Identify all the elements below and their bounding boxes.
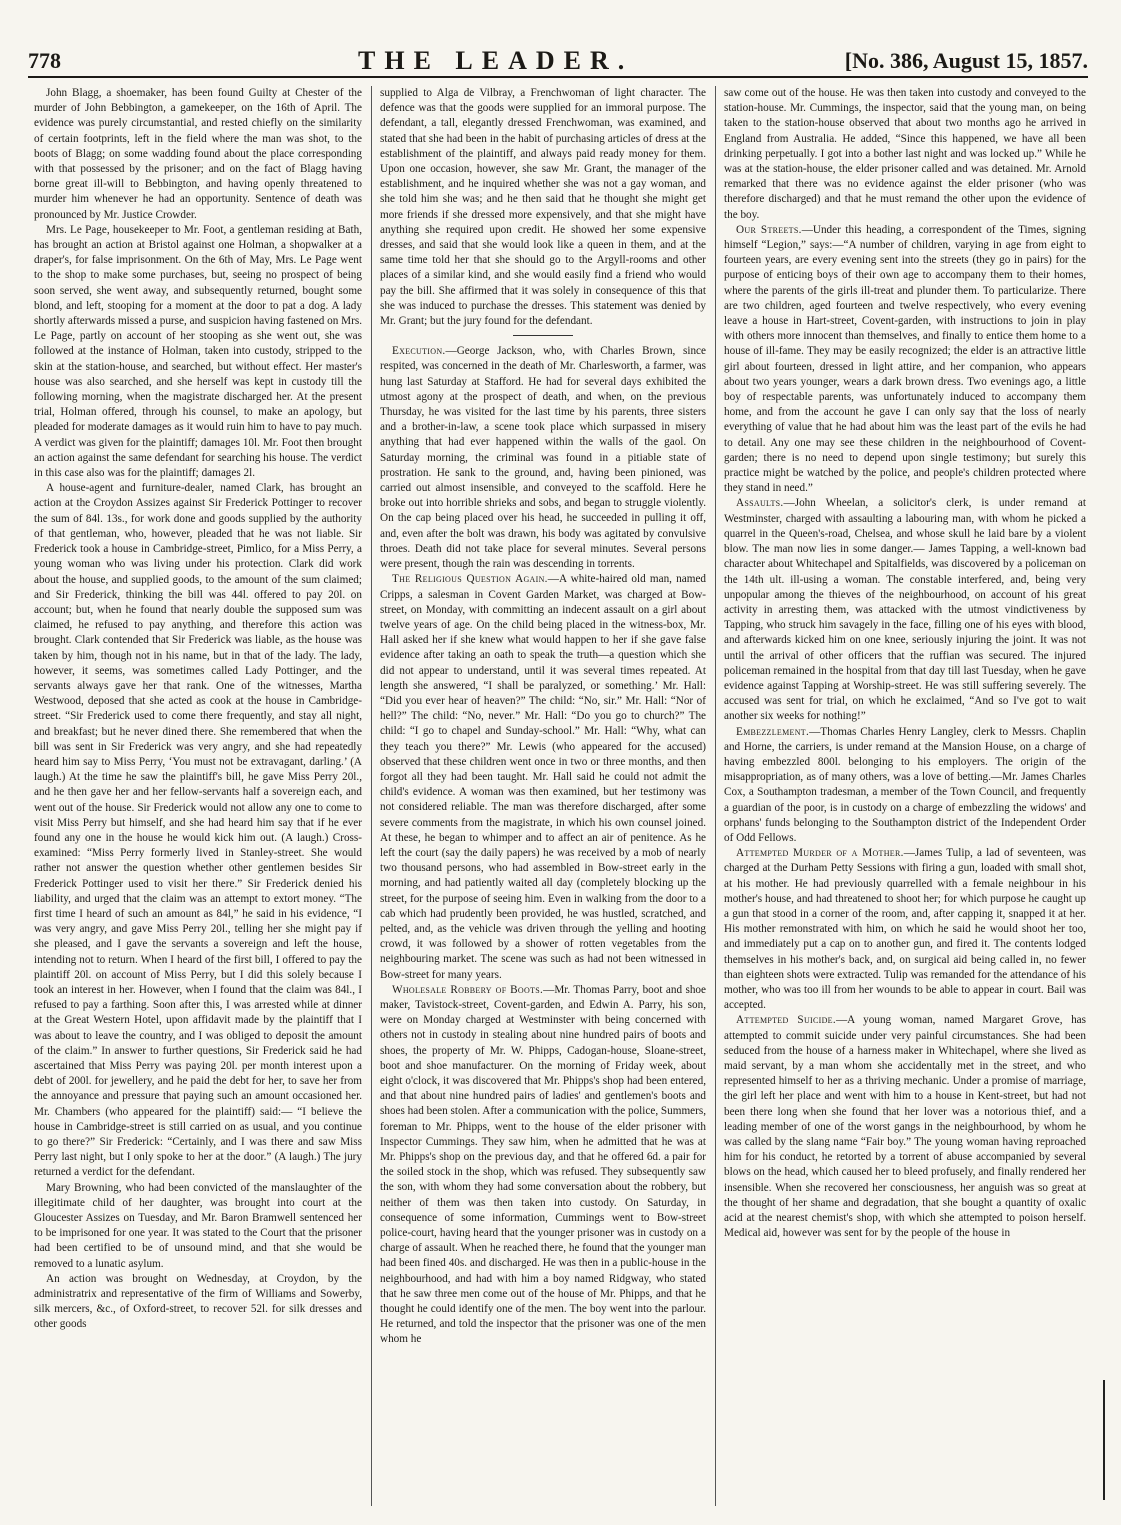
article-paragraph: saw come out of the house. He was then taken into custody and conveyed to the station-house. Mr. Cummings, the inspector, said that the young man, on being taken to the station-house observed that about two months ago he arrived in England from Australia. He added, “Since this happened, we have all been drinking perpetually. I got into a bother last night and was locked up.” While he was at the station-house, the elder prisoner called and was detained. Mr. Arnold remarked that there was no evidence against the elder prisoner (who was therefore discharged) and that he must remand the other upon the evidence of the boy. — [724, 87, 1086, 221]
article-heading: Assaults. — [736, 497, 784, 510]
article-item — [724, 1013, 1086, 1241]
article-body: —Under this heading, a correspondent of the Times, signing himself “Legion,” says:—“A number of children, varying in age from eight to fourteen years, are every evening sent into the streets (they go in pairs) for the purpose of enticing boys of their own age to accompany them to their homes, where the parents of the girls ill-treat and plunder them. To particularize. There are two children, aged fourteen and twelve respectively, who every evening leave a house in Hart-street, Covent-garden, with instructions to join in play with others more innocent than themselves, and finally to entice them home to a house of ill-fame. They may be easily recognized; the elder is an attractive little girl about fourteen, dressed in light attire, and her companion, who appears about two years younger, wears a dark brown dress. Two evenings ago, a little boy of respectable parents, was unfortunately induced to accompany them home, and from the account he gave I can only say that the loss of nearly everything of value that he had about him was the least part of the evils he had to detail. Any one may see these children in the neighbourhood of Covent-garden; there is no need to depend upon single testimony; but surely this practice might be watched by the police, and people's children protected where they stand in need.” — [724, 223, 1086, 495]
article-heading: Embezzlement. — [736, 725, 810, 738]
article-paragraph: A house-agent and furniture-dealer, named Clark, has brought an action at the Croydon Assizes against Sir Frederick Pottinger to recover the sum of 84l. 13s., for work done and goods supplied by the authority of that gentleman, who, however, pleaded that he was not liable. Sir Frederick took a house in Cambridge-street, Pimlico, for a Miss Perry, a young woman who was living under his protection. Clark did work about the house, and supplied goods, to the amount of the sum claimed; and Sir Frederick, thinking the bill was 44l. offered to pay 20l. on account; but, when he found that nearly double the supposed sum was claimed, he refused to pay anything, and therefore this action was brought. Clark contended that Sir Frederick was liable, as the house was taken by him, though not in his name, but in that of the lady. The lady, however, it seems, was sometimes called Lady Pottinger, and the servants always gave her that rank. One of the witnesses, Martha Westwood, deposed that she acted as cook at the house in Cambridge-street. “Sir Frederick used to come there frequently, and stay all night, and breakfast; but he never dined there. She remembered that when the bill was sent in Sir Frederick was very angry, and she had repeatedly heard him say to Miss Perry, ‘You must not be extravagant, darling.’ (A laugh.) At the time he saw the plaintiff's bill, he gave Miss Perry 20l., and he then gave her and her fellow-servants half a sovereign each, and went out of the house. Sir Frederick would not allow any one to come to visit Miss Perry but himself, and she had heard him say that if he ever found any one in the house he would kick him out. (A laugh.) Cross-examined: “Miss Perry formerly lived in Stanley-street. She would rather not answer the question whether other gentlemen besides Sir Frederick Pottinger used to visit her there.” Sir Frederick denied his liability, and urged that the claim was an attempt to extort money. “The first time I heard of such an amount as 84l,” he said in his evidence, “I was very angry, and gave Miss Perry 20l., telling her she might pay if she pleased, and I gave the servants a sovereign and left the house, intending not to return. When I heard of the first bill, I offered to pay the plaintiff 20l. on account of Miss Perry, but I did this solely because I took an interest in her. However, when I found that the claim was 84l., I refused to pay a farthing. Soon after this, I was arrested while at dinner at the Great Western Hotel, upon affidavit made by the plaintiff that I was about to leave the country, and I was obliged to deposit the amount of the claim.” In answer to further questions, Sir Frederick said he had ascertained that Miss Perry was paying 20l. per month interest upon a debt of 200l. for jewellery, and he paid the debt for her, to save her from the annoyance and pressure that paying such an amount occasioned her. Mr. Chambers (who appeared for the plaintiff) said:— “I believe the house in Cambridge-street is still carried on as usual, and you continue to go there?” Sir Frederick: “Certainly, and I was there and saw Miss Perry last night, but I only spoke to her at the door.” (A laugh.) The jury returned a verdict for the defendant. — [34, 482, 362, 1179]
margin-mark — [1103, 1380, 1105, 1500]
article-heading: Our Streets. — [736, 223, 802, 236]
article-body: —A young woman, named Margaret Grove, has attempted to commit suicide under very painful circumstances. She had been seduced from the house of a harness maker in Whitechapel, where she lived as maid servant, by a man whom she accidentally met in the street, and who represented himself to her as a thriving mechanic. Under a promise of marriage, the girl left her place and went with him to a house in Kent-street, but had not been there long when she found that her lover was a notorious thief, and a leading member of one of the worst gangs in the neighbourhood, by whom he was called by the slang name “Fair boy.” The young woman having reproached him for his conduct, he retorted by a torrent of abuse accompanied by several blows on the head, which caused her to bleed profusely, and finally rendered her insensible. When she recovered her consciousness, her anguish was so great at the thought of her shame and degradation, that she bought a quantity of oxalic acid at the nearest chemist's shop, with which she attempted to poison herself. Medical aid, however was sent for by the people of the house in — [724, 1014, 1086, 1240]
article-item — [724, 846, 1086, 1013]
article-item — [724, 496, 1086, 724]
article-heading: Attempted Murder of a Mother. — [736, 847, 904, 860]
column-divider — [715, 86, 716, 1506]
article-body: —James Tulip, a lad of seventeen, was charged at the Durham Petty Sessions with firing a gun, loaded with small shot, at his mother. He had previously quarrelled with a female neighbour in his mother's house, and had threatened to shoot her; for which purpose he caught up a gun that stood in a corner of the room, and, after capping it, snapped it at her. His mother remonstrated with him, on which he said he would shoot her too, and immediately put a cap on to another gun, and fired it. The contents lodged themselves in his mother's back, and, on surgical aid being called in, no fewer than eighteen shots were extracted. Tulip was remanded for the attendance of his mother, who was too ill from her wounds to be able to appear in court. Bail was accepted. — [724, 847, 1086, 1012]
article-body: —George Jackson, who, with Charles Brown, since respited, was concerned in the death of Mr. Charlesworth, a farmer, was hung last Saturday at Stafford. He had for several days exhibited the utmost agony at the prospect of death, and when, on the previous Thursday, he was visited for the last time by his parents, three sisters and a brother-in-law, a scene took place which surpassed in misery anything that had ever happened within the walls of the gaol. On Saturday morning, the criminal was found in a pitiable state of prostration. He sank to the ground, and, having been pinioned, was carried out almost insensible, and conveyed to the scaffold. Here he broke out into horrible shrieks and sobs, and began to struggle violently. On the cap being placed over his head, he succeeded in pulling it off, and, even after the bolt was drawn, his body was agitated by convulsive throes. Death did not take place for several minutes. Several persons were present, though the rain was descending in torrents. — [380, 345, 706, 571]
column-1 — [34, 86, 362, 1506]
column-2 — [380, 86, 706, 1506]
article-item — [380, 983, 706, 1348]
article-body: —John Wheelan, a solicitor's clerk, is under remand at Westminster, charged with assaulting a labouring man, with whom he picked a quarrel in the Queen's-road, Chelsea, and whose skull he laid bare by a violent blow. The man now lies in some danger.— James Tapping, a well-known bad character about Whitechapel and Spitalfields, was discovered by a policeman on the 14th ult. ill-using a woman. The constable interfered, and, being very unpopular among the thieves of the neighbourhood, on account of his great activity in arresting them, was attacked with the utmost vindictiveness by Tapping, who struck him savagely in the face, filling one of his eyes with blood, and afterwards kicked him on one knee, seriously injuring the joint. It was not until the arrival of other officers that the ruffian was secured. The injured policeman remained in the hospital from that day till last Tuesday, when he gave evidence against Tapping at Worship-street. He was still suffering severely. The accused was sent for trial, on which he exclaimed, “And so I've got to wait another six weeks for nothing!” — [724, 497, 1086, 723]
article-heading: Wholesale Robbery of Boots. — [392, 983, 544, 996]
article-body: —Thomas Charles Henry Langley, clerk to Messrs. Chaplin and Horne, the carriers, is under remand at the Mansion House, on a charge of having embezzled 800l. belonging to his employers. The origin of the misappropriation, as of many others, was a love of betting.—Mr. James Charles Cox, a Southampton tradesman, a member of the Town Council, and frequently a guardian of the poor, is in custody on a charge of embezzling the widows' and orphans' funds belonging to the Southampton district of the Independent Order of Odd Fellows. — [724, 725, 1086, 844]
article-item — [724, 725, 1086, 847]
article-item — [724, 223, 1086, 497]
article-heading: Attempted Suicide. — [736, 1014, 836, 1027]
article-paragraph: An action was brought on Wednesday, at Croydon, by the administratrix and representative of the firm of Williams and Sowerby, silk mercers, &c., of Oxford-street, to recover 52l. for silk dresses and other goods — [34, 1272, 362, 1331]
article-paragraph: Mary Browning, who had been convicted of the manslaughter of the illegitimate child of her daughter, was brought into court at the Gloucester Assizes on Tuesday, and Mr. Baron Bramwell sentenced her to be imprisoned for one year. It was stated to the Court that the prisoner had been certified to be of unsound mind, and that she would be removed to a lunatic asylum. — [34, 1181, 362, 1270]
article-heading: The Religious Question Again. — [392, 573, 548, 586]
issue-info: [No. 386, August 15, 1857. — [844, 48, 1088, 73]
section-separator — [513, 335, 573, 336]
article-item — [380, 572, 706, 982]
article-paragraph: supplied to Alga de Vilbray, a Frenchwoman of light character. The defence was that the goods were supplied for an immoral purpose. The defendant, a tall, elegantly dressed Frenchwoman, was examined, and stated that she had been in the habit of purchasing articles of dress at the establishment of the plaintiff, and always paid ready money for them. Upon one occasion, however, she saw Mr. Grant, the manager of the establishment, and he inquired whether she was not a gay woman, and she told him she was; and he then said that he thought she might get more friends if she dressed more expensively, and that she might have anything she required upon credit. He showed her some expensive dresses, and said that she would look like a queen in them, and at the same time told her that she should go to the Argyll-rooms and other places of a similar kind, and she would easily find a friend who would pay the bill. She affirmed that it was solely in consequence of this that she was induced to purchase the dresses. This statement was denied by Mr. Grant; but the jury found for the defendant. — [380, 87, 706, 328]
article-heading: Execution. — [392, 345, 446, 358]
article-body: —A white-haired old man, named Cripps, a salesman in Covent Garden Market, was charged at Bow-street, on Monday, with committing an indecent assault on a girl about twelve years of age. On the child being placed in the witness-box, Mr. Hall asked her if she knew what would happen to her if she gave false evidence after taking an oath to speak the truth—a question which she did not appear to understand, until it was several times repeated. At length she answered, “I shall be paralyzed, or something.’ Mr. Hall: “Did you ever hear of heaven?” The child: “No, sir.” Mr. Hall: “Nor of hell?” The child: “No, never.” Mr. Hall: “Do you go to church?” The child: “I go to chapel and Sunday-school.” Mr. Hall: “Why, what can they teach you there?” Mr. Lewis (who appeared for the accused) observed that these children went once in two or three months, and then forgot all they had been taught. Mr. Hall said he could not admit the child's evidence. A woman was then examined, but her testimony was not considered reliable. The man was therefore discharged, after some severe comments from the magistrate, in which his own counsel joined. At these, he began to whimper and to affect an air of penitence. As he left the court (say the daily papers) he was received by a mob of nearly two thousand persons, who had assembled in Bow-street early in the morning, and had patiently waited all day (completely blocking up the street, for the purpose of seeing him. Even in walking from the door to a cab which had prudently been provided, he was hustled, scratched, and pelted, and, as the vehicle was driven through the yelling and hooting crowd, it was followed by a shower of rotten vegetables from the neighbouring market. The scene was such as had not been witnessed in Bow-street for many years. — [380, 573, 706, 981]
article-body: —Mr. Thomas Parry, boot and shoe maker, Tavistock-street, Covent-garden, and Edwin A. Parry, his son, were on Monday charged at Westminster with being concerned with others not in custody in stealing about nine hundred pairs of boots and shoes, the property of Mr. W. Phipps, Cadogan-house, Sloane-street, boot and shoe manufacturer. On the morning of Friday week, about eight o'clock, it was discovered that Mr. Phipps's shop had been entered, and that about nine hundred pairs of ladies' and gentlemen's boots and shoes had been stolen. After a communication with the police, Summers, foreman to Mr. Phipps, went to the house of the elder prisoner with Inspector Cummings. They saw him, when he admitted that he was at Mr. Phipps's shop on the previous day, and that he offered 6d. a pair for the soiled stock in the shop, which was refused. They subsequently saw the son, with whom they had some conversation about the robbery, but neither of them was then taken into custody. On Saturday, in consequence of some information, Cummings went to Bow-street police-court, having heard that the younger prisoner was in custody on a charge of assault. When he reached there, he found that the younger man had been fined 40s. and discharged. He was then in a public-house in the neighbourhood, and had with him a boy named Ridgway, who stated that he saw three men come out of the house of Mr. Phipps, and that he thought he could identify one of the men. The boy went into the parlour. He returned, and told the inspector that the prisoner was one of the men whom he — [380, 983, 706, 1346]
column-3 — [724, 86, 1086, 1506]
column-divider — [371, 86, 372, 1506]
header-rule — [28, 76, 1088, 78]
masthead: THE LEADER. — [358, 46, 634, 75]
article-item — [380, 344, 706, 572]
article-paragraph: John Blagg, a shoemaker, has been found Guilty at Chester of the murder of John Bebbington, a gamekeeper, on the 16th of April. The evidence was purely circumstantial, and rested chiefly on the similarity of certain footprints, left in the field where the man was shot, to the boots of Blagg; on some wadding found about the place corresponding with that possessed by the prisoner; and on the fact of Blagg having borne great ill-will to Bebbington, and having openly threatened to murder him whenever he had an opportunity. Sentence of death was pronounced by Mr. Justice Crowder. — [34, 87, 362, 221]
page-header — [28, 48, 1088, 74]
page-number: 778 — [28, 48, 61, 73]
article-paragraph: Mrs. Le Page, housekeeper to Mr. Foot, a gentleman residing at Bath, has brought an action at Bristol against one Holman, a shopwalker at a draper's, for false imprisonment. On the 6th of May, Mrs. Le Page went to the shop to make some purchases, but, seeing no prospect of being soon served, she went away, and subsequently returned, bought some blond, and left, stooping for a moment at the door to pat a dog. A lady shortly afterwards missed a purse, and suspicion having fastened on Mrs. Le Page, partly on account of her stooping as she went out, she was followed at the instance of Holman, taken into custody, stripped to the skin at the station-house, and searched, but without effect. Her master's house was also searched, and she herself was kept in custody till the following morning, when the magistrate discharged her. At the present trial, Holman offered, through his counsel, to make an apology, but pleaded for moderate damages as it would ruin him to have to pay much. A verdict was given for the plaintiff; damages 10l. Mr. Foot then brought an action against the same defendant for searching his house. The verdict in this case also was for the plaintiff; damages 2l. — [34, 223, 362, 480]
